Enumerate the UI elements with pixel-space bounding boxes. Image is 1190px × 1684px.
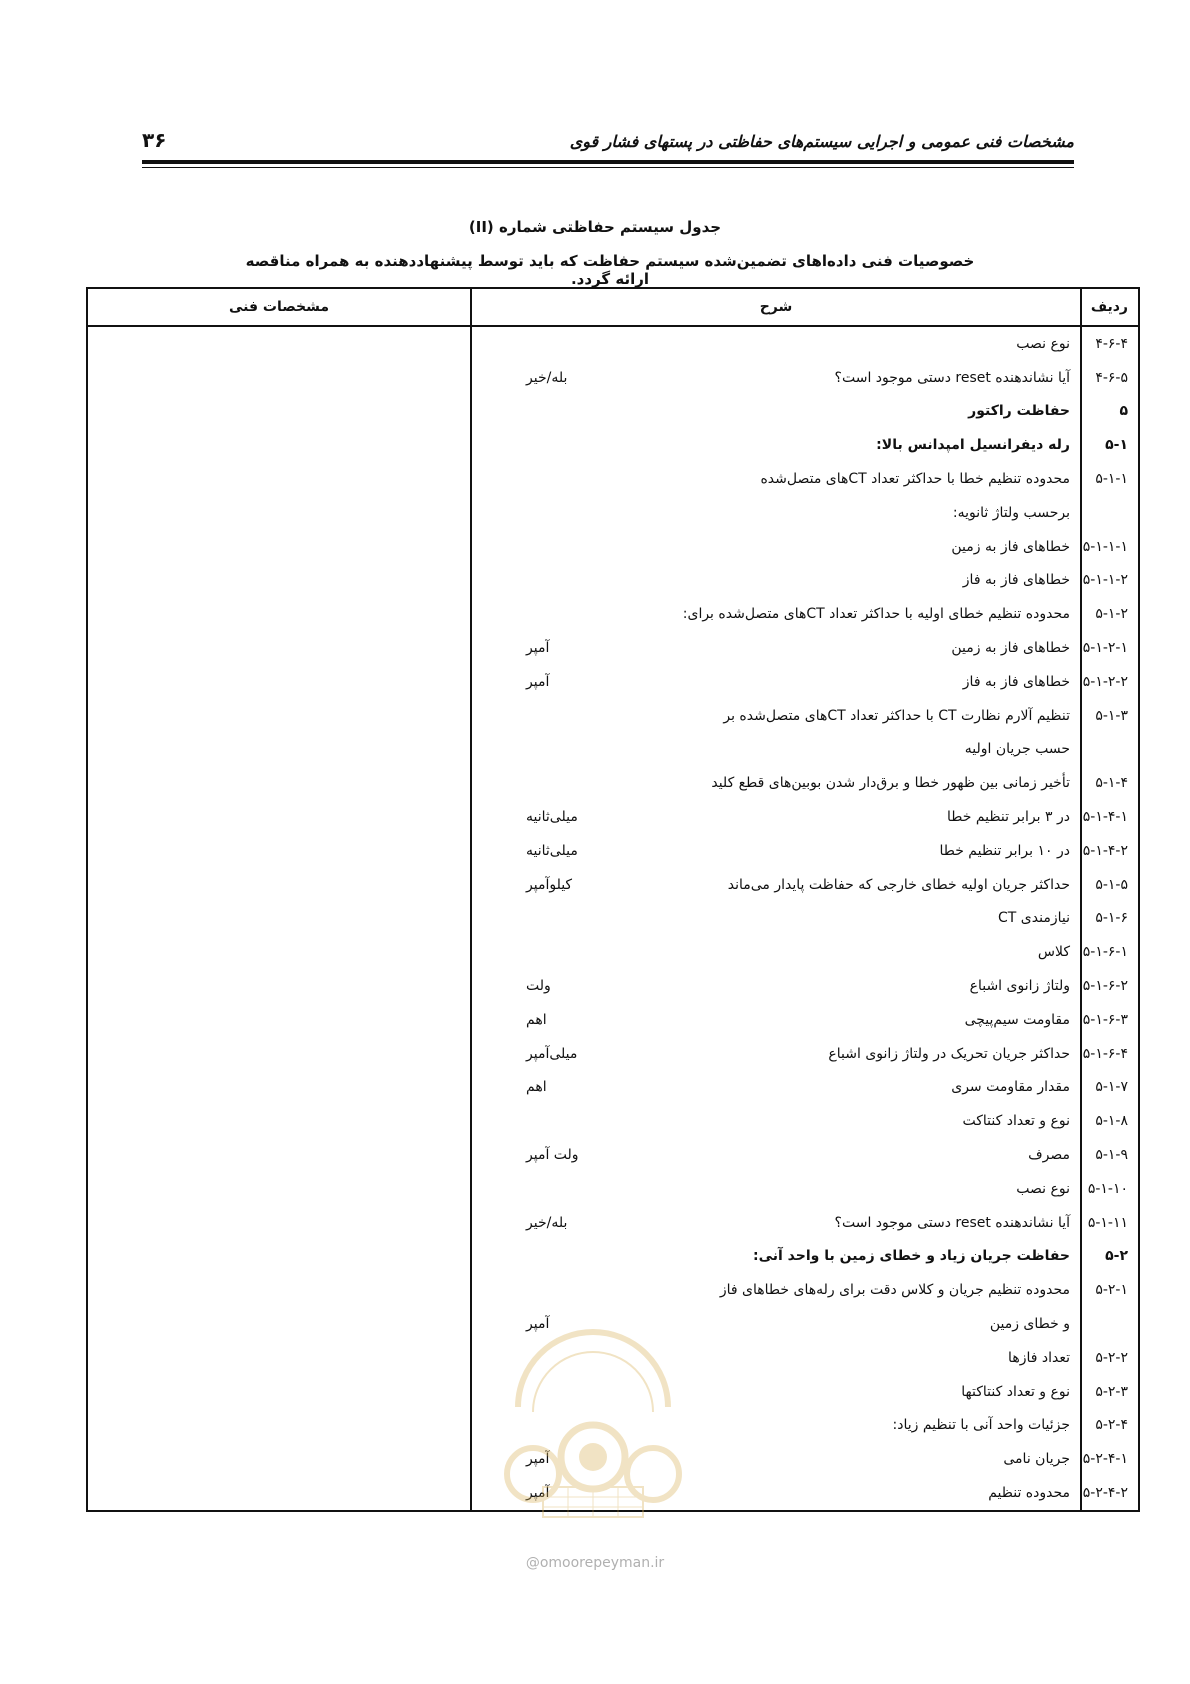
row-description-cell [471,902,1081,936]
row-number [1081,1307,1139,1341]
row-spec-value [87,902,471,936]
table-row [87,326,1139,361]
row-number: ۵-۱-۵ [1081,868,1139,902]
row-description-cell [471,361,1081,395]
table-row [87,597,1139,631]
table-row [87,969,1139,1003]
row-number: ۵-۱-۷ [1081,1071,1139,1105]
row-unit: آمپر [526,673,550,690]
row-description: و خطای زمین [989,1316,1070,1332]
row-description-cell [471,1071,1081,1105]
row-description: جزئیات واحد آنی با تنظیم زیاد: [892,1417,1070,1434]
table-row [87,733,1139,767]
table-row [87,361,1139,395]
row-number: ۵-۲-۱ [1081,1273,1139,1307]
column-header-num: ردیف [1081,288,1139,326]
header-title: مشخصات فنی عمومی و اجرایی سیستم‌های حفاظتی در پستهای فشار قوی [569,132,1074,151]
row-description-cell [471,1003,1081,1037]
row-number: ۵-۲-۴-۱ [1081,1442,1139,1476]
row-description: در ۱۰ برابر تنظیم خطا [939,842,1070,859]
row-description-cell [471,462,1081,496]
table-row [87,902,1139,936]
row-description: تأخیر زمانی بین ظهور خطا و برق‌دار شدن بوبین‌های قطع کلید [711,775,1070,792]
row-spec-value [87,1476,471,1511]
row-number: ۵-۱-۴ [1081,766,1139,800]
page-number: ۳۶ [142,128,167,152]
row-number: ۵-۲-۴-۲ [1081,1476,1139,1511]
row-description: مصرف [1028,1147,1070,1164]
row-description-cell [471,1206,1081,1240]
row-spec-value [87,1037,471,1071]
row-spec-value [87,395,471,429]
table-row [87,935,1139,969]
table-row [87,428,1139,462]
row-description: محدوده تنظیم [988,1484,1070,1501]
row-number: ۵ [1081,395,1139,429]
row-spec-value [87,868,471,902]
row-spec-value [87,1104,471,1138]
table-row [87,1240,1139,1274]
table-row [87,530,1139,564]
table-row [87,1104,1139,1138]
row-description: حفاظت جریان زیاد و خطای زمین با واحد آنی: [752,1248,1070,1265]
row-description-cell [471,699,1081,733]
table-row [87,1071,1139,1105]
table-row [87,496,1139,530]
row-description-cell [471,935,1081,969]
row-description: مقدار مقاومت سری [951,1079,1070,1096]
table-subtitle: خصوصیات فنی داده‌اهای تضمین‌شده سیستم حفاظت که باید توسط پیشنهاددهنده به همراه مناقصه ارائه گردد. [245,252,975,288]
header-rule [142,160,1074,164]
row-description: نوع نصب [1016,1180,1070,1197]
row-spec-value [87,1375,471,1409]
table-row [87,564,1139,598]
header-rule-thin [142,167,1074,168]
row-unit: اهم [526,1011,547,1028]
row-number [1081,496,1139,530]
row-number: ۵-۱-۱-۱ [1081,530,1139,564]
watermark-logo-icon [488,1292,698,1522]
row-number: ۵-۱-۲-۲ [1081,665,1139,699]
row-spec-value [87,462,471,496]
row-number: ۵-۱-۶-۳ [1081,1003,1139,1037]
row-description-cell [471,733,1081,767]
table-row [87,665,1139,699]
row-description-cell [471,326,1081,361]
row-description: ولتاژ زانوی اشباع [969,978,1070,995]
row-description: تعداد فازها [1008,1349,1070,1366]
row-number: ۵-۱-۴-۱ [1081,800,1139,834]
row-description-cell [471,597,1081,631]
table-row [87,395,1139,429]
row-spec-value [87,665,471,699]
table-row [87,868,1139,902]
row-number: ۵-۱-۶-۴ [1081,1037,1139,1071]
row-unit: میلی‌آمپر [526,1045,578,1062]
row-spec-value [87,361,471,395]
row-description: حداکثر جریان تحریک در ولتاژ زانوی اشباع [828,1045,1070,1062]
row-description: آیا نشاندهنده reset دستی موجود است؟ [834,369,1070,386]
row-description-cell [471,1104,1081,1138]
row-description: خطاهای فاز به فاز [962,673,1070,690]
row-number: ۵-۱-۹ [1081,1138,1139,1172]
table-title: جدول سیستم حفاظتی شماره (II) [468,218,722,236]
row-number: ۵-۱-۱ [1081,462,1139,496]
row-spec-value [87,428,471,462]
row-spec-value [87,1409,471,1443]
row-number: ۵-۱ [1081,428,1139,462]
row-spec-value [87,326,471,361]
row-spec-value [87,1071,471,1105]
row-spec-value [87,1307,471,1341]
row-spec-value [87,597,471,631]
row-description-cell [471,530,1081,564]
row-spec-value [87,699,471,733]
row-spec-value [87,1003,471,1037]
table-row [87,1037,1139,1071]
table-row [87,699,1139,733]
row-spec-value [87,496,471,530]
row-number: ۵-۲ [1081,1240,1139,1274]
row-number: ۵-۱-۲-۱ [1081,631,1139,665]
row-description: در ۳ برابر تنظیم خطا [946,809,1070,826]
row-number: ۵-۲-۴ [1081,1409,1139,1443]
row-spec-value [87,530,471,564]
row-number: ۴-۶-۵ [1081,361,1139,395]
row-description: جریان نامی [1003,1451,1070,1468]
row-description: نیازمندی CT [998,910,1070,927]
row-unit: ولت [526,978,551,995]
row-number: ۵-۱-۶-۱ [1081,935,1139,969]
row-spec-value [87,733,471,767]
row-number: ۵-۱-۴-۲ [1081,834,1139,868]
row-unit: آمپر [526,1451,550,1468]
row-unit: ولت آمپر [526,1147,579,1164]
table-row [87,1206,1139,1240]
row-unit: اهم [526,1079,547,1096]
row-spec-value [87,1138,471,1172]
row-description-cell [471,631,1081,665]
row-number: ۵-۱-۱۱ [1081,1206,1139,1240]
table-row [87,1138,1139,1172]
row-unit: بله/خیر [526,1214,568,1231]
row-number: ۵-۱-۱-۲ [1081,564,1139,598]
row-description: حداکثر جریان اولیه خطای خارجی که حفاظت پایدار می‌ماند [727,876,1070,893]
row-description: حسب جریان اولیه [964,741,1070,758]
row-spec-value [87,800,471,834]
row-description-cell [471,800,1081,834]
row-description-cell [471,766,1081,800]
row-description: آیا نشاندهنده reset دستی موجود است؟ [834,1214,1070,1231]
row-description: خطاهای فاز به زمین [951,640,1070,657]
row-description: نوع و تعداد کنتاکتها [961,1383,1070,1400]
row-description: برحسب ولتاژ ثانویه: [952,504,1070,521]
row-spec-value [87,1273,471,1307]
table-row [87,1003,1139,1037]
row-spec-value [87,935,471,969]
row-description: نوع نصب [1016,335,1070,352]
row-number: ۵-۱-۱۰ [1081,1172,1139,1206]
row-number: ۵-۱-۲ [1081,597,1139,631]
row-spec-value [87,1442,471,1476]
row-description: تنظیم آلارم نظارت CT با حداکثر تعداد CTهای متصل‌شده بر [723,707,1070,724]
row-description: رله دیفرانسیل امپدانس بالا: [876,437,1070,454]
row-unit: آمپر [526,1484,550,1501]
row-description-cell [471,428,1081,462]
row-description: خطاهای فاز به فاز [962,572,1070,589]
row-spec-value [87,631,471,665]
watermark-url: @omoorepeyman.ir [525,1555,665,1571]
row-description: کلاس [1037,944,1070,961]
row-description-cell [471,834,1081,868]
row-spec-value [87,969,471,1003]
row-number: ۵-۲-۲ [1081,1341,1139,1375]
row-spec-value [87,1240,471,1274]
table-row [87,462,1139,496]
row-description-cell [471,868,1081,902]
table-row [87,1172,1139,1206]
row-description: خطاهای فاز به زمین [951,538,1070,555]
row-spec-value [87,1172,471,1206]
row-description: حفاظت راکتور [968,403,1070,420]
row-unit: میلی‌ثانیه [526,809,578,826]
row-unit: بله/خیر [526,369,568,386]
row-description-cell [471,564,1081,598]
row-description: محدوده تنظیم خطا با حداکثر تعداد CTهای متصل‌شده [760,471,1070,488]
row-unit: کیلوآمپر [526,876,573,893]
row-spec-value [87,564,471,598]
row-description-cell [471,1037,1081,1071]
row-description-cell [471,969,1081,1003]
row-unit: آمپر [526,640,550,657]
row-description-cell [471,395,1081,429]
row-description-cell [471,1138,1081,1172]
row-description-cell [471,496,1081,530]
row-description: نوع و تعداد کنتاکت [962,1113,1070,1130]
row-number [1081,733,1139,767]
row-unit: آمپر [526,1316,550,1332]
table-row [87,631,1139,665]
table-row [87,800,1139,834]
row-description: مقاومت سیم‌پیچی [964,1011,1070,1028]
table-row [87,834,1139,868]
row-description: محدوده تنظیم خطای اولیه با حداکثر تعداد CTهای متصل‌شده برای: [682,606,1070,623]
row-description-cell [471,1240,1081,1274]
row-spec-value [87,766,471,800]
row-description: محدوده تنظیم جریان و کلاس دقت برای رله‌های خطاهای فاز [719,1282,1070,1299]
table-header-row [87,288,1139,326]
row-description-cell [471,1172,1081,1206]
table-row [87,766,1139,800]
row-number: ۵-۱-۶-۲ [1081,969,1139,1003]
row-unit: میلی‌ثانیه [526,842,578,859]
row-number: ۵-۱-۶ [1081,902,1139,936]
column-header-spec: مشخصات فنی [87,288,471,326]
row-spec-value [87,834,471,868]
row-spec-value [87,1341,471,1375]
row-number: ۴-۶-۴ [1081,326,1139,361]
column-header-desc: شرح [471,288,1081,326]
row-number: ۵-۱-۸ [1081,1104,1139,1138]
row-number: ۵-۲-۳ [1081,1375,1139,1409]
row-description-cell [471,665,1081,699]
row-number: ۵-۱-۳ [1081,699,1139,733]
row-spec-value [87,1206,471,1240]
